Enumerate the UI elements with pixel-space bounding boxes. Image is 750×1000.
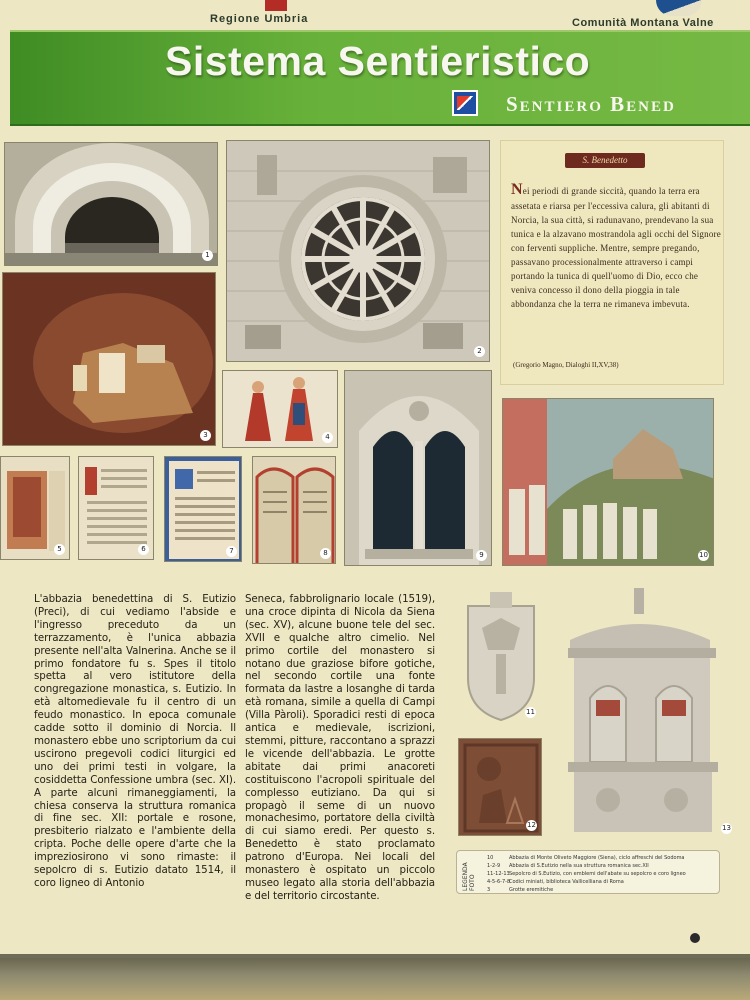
cave-illustration	[3, 273, 216, 446]
photo-codex-2	[78, 456, 154, 560]
legend-row	[487, 887, 553, 893]
photo-number: 13	[722, 824, 731, 832]
legend-row	[487, 863, 649, 869]
quote-source: (Gregorio Magno, Dialoghi II,XV,38)	[513, 361, 619, 369]
photo-number: 4	[322, 432, 333, 443]
tomb-illustration	[560, 588, 736, 838]
manuscript-figures-illustration	[223, 371, 338, 448]
legend-number: 1-2-9	[487, 863, 501, 869]
photo-number: 6	[138, 544, 149, 555]
legend-label: LEGENDA FOTO	[462, 862, 476, 891]
photo-number: 9	[476, 550, 487, 561]
regione-umbria-logo-icon	[265, 0, 287, 11]
title-banner	[10, 30, 750, 126]
trail-badge-icon	[452, 90, 478, 116]
photo-tomb	[560, 588, 736, 838]
quote-panel	[500, 140, 724, 385]
legend-row	[487, 871, 686, 877]
photo-coat-of-arms	[462, 588, 540, 722]
photo-number: 12	[527, 821, 536, 829]
photo-wooden-panel	[458, 738, 542, 836]
photo-number: 5	[54, 544, 65, 555]
photo-cave	[2, 272, 216, 446]
photo-number: 7	[226, 546, 237, 557]
photo-fresco	[502, 398, 714, 566]
legend-description: Codici miniati, biblioteca Vallicelliana di Roma	[509, 879, 624, 885]
legend-number: 11-12-13	[487, 871, 510, 877]
photo-number: 10	[699, 551, 708, 559]
gothic-window-illustration	[345, 371, 492, 566]
quote-text	[511, 181, 721, 311]
photo-portal-arch	[4, 142, 218, 266]
wooden-frame-bottom	[0, 958, 750, 1000]
quote-body: ei periodi di grande siccità, quando la terra era assetata e riarsa per l'eccessiva calura, gli abitanti di Norcia, la sua città, si radunavano, prendevano la sua tunica e la alzavano mostrandola agli occhi del Signore con ferventi suppliche. Mentre, sempre pregando, passavano processionalmente attraverso i campi portando la tunica di quell'uomo di Dio, ecco che veniva concesso il dono della pioggia in tale abbondanza che la terra ne rimaneva imbevuta.	[511, 186, 721, 309]
legend-description: Sepolcro di S.Eutizio, con emblemi dell'abate su sepolcro e coro ligneo	[509, 871, 686, 877]
fresco-illustration	[503, 399, 714, 566]
page-subtitle: Sentiero Bened	[506, 92, 676, 116]
photo-number: 1	[202, 250, 213, 261]
photo-legend	[456, 850, 720, 894]
quote-initial: N	[511, 181, 523, 198]
page-title: Sistema Sentieristico	[165, 38, 591, 84]
comunita-montana-text: Comunità Montana Valne	[572, 17, 714, 29]
photo-codex-3	[164, 456, 242, 562]
photo-gothic-window	[344, 370, 492, 566]
legend-row	[487, 879, 624, 885]
body-text-column-1: L'abbazia benedettina di S. Eutizio (Preci), di cui vediamo l'abside e l'ingresso preceduto da un terrazzamento, è l'unica abbazia presente nell'alta Valnerina. Anche se il primo fondatore fu s. Spes il titolo spetta al vero istitutore della congregazione monastica, s. Eutizio. In età altomedievale fu il centro di un feudo monastico. In epoca comunale cadde sotto il dominio di Norcia. Il monastero ebbe uno scriptorium da cui uscirono pregevoli codici liturgici ed uno dei primi testi in volgare, la cosiddetta Confessione umbra (sec. XI). A parte alcuni rimaneggiamenti, la chiesa conserva la struttura romanica di fine sec. XII: portale e rosone, presbiterio rialzato e l'ambiente della cripta. Poche delle opere d'arte che la impreziosirono vi sono rimaste: il sepolcro di s. Eutizio datato 1514, il coro ligneo di Antonio	[34, 593, 236, 889]
legend-description: Abbazia di S.Eutizio nella sua struttura romanica sec.XII	[509, 863, 649, 869]
photo-number: 2	[474, 346, 485, 357]
legend-number: 10	[487, 855, 494, 861]
photo-codex-4	[252, 456, 336, 564]
top-logo-bar	[0, 0, 750, 28]
coat-of-arms-illustration	[462, 588, 540, 722]
regione-umbria-text: Regione Umbria	[210, 13, 309, 25]
photo-number: 11	[526, 708, 535, 716]
photo-number: 8	[320, 548, 331, 559]
portal-arch-illustration	[5, 143, 218, 266]
photo-rose-window	[226, 140, 490, 362]
body-text-column-2: Seneca, fabbrolignario locale (1519), una croce dipinta di Nicola da Siena (sec. XV), alcune buone tele del sec. XVII e qualche altro cimelio. Nel primo cortile del monastero si notano due graziose bifore gotiche, nel secondo cortile una fonte formata da lastre a losanghe di tarda età romana, simile a quella di Campi (Villa Pàroli). Sporadici resti di epoca antica e medievale, iscrizioni, stemmi, pitture, raccontano a sprazzi le vicende dell'abbazia. Le grotte abitate dai primi anacoreti costituiscono l'acropoli spirituale del complesso eutiziano. Da qui si propagò il seme di un nuovo monachesimo, portatore della civiltà di cui siamo eredi. Per questo s. Benedetto è stato proclamato patrono d'Europa. Nei locali del monastero è ospitato un piccolo museo legato alla storia dell'abbazia e del territorio circostante.	[245, 593, 435, 902]
photo-number: 3	[200, 430, 211, 441]
photo-codex-1	[0, 456, 70, 560]
legend-description: Abbazia di Monte Oliveto Maggiore (Siena), ciclo affreschi del Sodoma	[509, 855, 685, 861]
comunita-montana-logo-icon	[656, 0, 702, 16]
legend-row	[487, 855, 685, 861]
photo-manuscript-figures	[222, 370, 338, 448]
rose-window-illustration	[227, 141, 490, 362]
screw-icon	[690, 933, 700, 943]
legend-number: 4-5-6-7-8	[487, 879, 511, 885]
legend-description: Grotte eremitiche	[509, 887, 554, 893]
legend-number: 3	[487, 887, 491, 893]
quote-tag: S. Benedetto	[565, 153, 645, 168]
